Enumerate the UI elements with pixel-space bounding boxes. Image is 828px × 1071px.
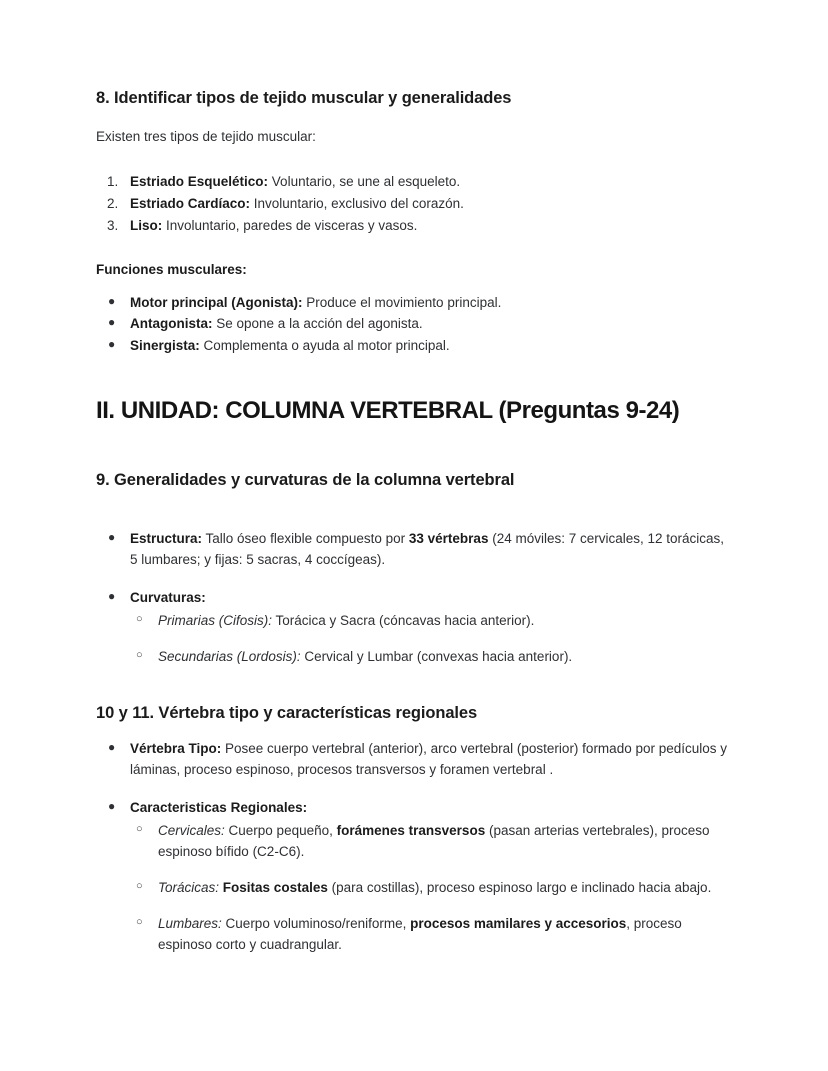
bullet-disc-icon: ● [108,294,116,309]
curvaturas-sublist [130,610,732,667]
bullet-disc-icon: ● [108,315,116,330]
list-item-text: Se opone a la acción del agonista. [212,316,423,332]
sub-item-text: Cuerpo pequeño, [224,822,337,838]
list-item-text: Involuntario, paredes de visceras y vasos. [162,218,418,234]
bullet-circle-icon: ○ [136,879,143,892]
bullet-disc-icon: ● [108,739,116,754]
list-item [96,738,732,780]
bullet-disc-icon: ● [108,336,116,351]
sub-item-emphasis: Fositas costales [222,879,328,895]
sub-item-text: Torácica y Sacra (cóncavas hacia anterior). [272,613,535,629]
list-item-text: Tallo óseo flexible compuesto por [202,531,409,546]
list-item [96,313,732,334]
sub-list-item [130,913,732,955]
sub-item-emphasis: procesos mamilares y accesorios [410,915,627,931]
list-marker: 1. [107,174,119,190]
bullet-disc-icon: ● [108,589,116,604]
list-marker: 3. [107,218,119,234]
sub-list-item [130,646,732,667]
heading-seccion-10-11: 10 y 11. Vértebra tipo y características regionales [96,704,478,723]
list-item-term: Curvaturas: [130,590,206,606]
list-item-term: Caracteristicas Regionales: [130,799,308,815]
list-item [96,587,732,667]
sub-item-text: Cervical y Lumbar (convexas hacia anterior). [300,649,573,665]
sub-item-label: Lumbares: [158,915,222,931]
list-item-term: Estriado Cardíaco: [130,196,251,212]
sub-list-item [130,610,732,631]
list-item-term: Vértebra Tipo: [130,740,222,756]
sub-item-emphasis: forámenes transversos [336,822,486,838]
list-item-term: Estructura: [130,531,203,546]
sub-list-item [130,820,732,862]
list-item-text: Complementa o ayuda al motor principal. [199,337,450,353]
list-item [96,193,732,214]
list-item [96,292,732,313]
list-item-term: Motor principal (Agonista): [130,295,303,311]
sub-item-text-cont: (para costillas), proceso espinoso largo e inclinado hacia abajo. [327,879,712,895]
sub-item-text: Cuerpo voluminoso/reniforme, [221,915,411,931]
list-item-text: Involuntario, exclusivo del corazón. [250,196,464,212]
sub-item-text-cont: (pasan arterias vertebrales), proceso espinoso bífido (C2-C6). [158,822,710,859]
sub-item-text-cont: , proceso espinoso corto y cuadrangular. [158,915,682,952]
sub-list-item [130,877,732,898]
sub-item-label: Torácicas: [158,879,220,895]
list-item-text-cont: (24 móviles: 7 cervicales, 12 torácicas, 5 lumbares; y fijas: 5 sacras, 4 coccígeas). [130,531,725,568]
bullet-disc-icon: ● [108,798,116,813]
bullet-circle-icon: ○ [136,915,143,928]
seccion-9-list [96,528,732,667]
list-item [96,171,732,192]
document-body [96,88,732,955]
list-item [96,215,732,236]
list-marker: 2. [107,196,119,212]
sub-item-label: Cervicales: [158,822,225,838]
list-item-text: Produce el movimiento principal. [302,295,502,311]
heading-seccion-9: 9. Generalidades y curvaturas de la columna vertebral [96,470,515,489]
bullet-circle-icon: ○ [136,649,143,662]
list-item-term: Estriado Esquelético: [130,174,269,190]
list-item [96,528,732,570]
list-item [96,797,732,955]
funciones-musculares-list [96,292,732,355]
heading-seccion-8: 8. Identificar tipos de tejido muscular y generalidades [96,89,512,107]
seccion-8-intro: Existen tres tipos de tejido muscular: [96,129,316,145]
funciones-musculares-label: Funciones musculares: [96,261,247,277]
unit-heading-columna-vertebral: II. UNIDAD: COLUMNA VERTEBRAL (Preguntas 9-24) [96,396,680,424]
bullet-circle-icon: ○ [136,613,143,626]
list-item [96,335,732,356]
bullet-disc-icon: ● [108,530,116,544]
list-item-emphasis: 33 vértebras [408,531,489,546]
list-item-text: Voluntario, se une al esqueleto. [268,174,461,190]
sub-item-label: Primarias (Cifosis): [158,613,273,629]
caracteristicas-regionales-sublist [130,820,732,955]
list-item-text: Posee cuerpo vertebral (anterior), arco vertebral (posterior) formado por pedículos y láminas, proceso espinoso, procesos transversos y foramen vertebral . [130,740,728,777]
list-item-term: Sinergista: [130,337,200,353]
sub-item-label: Secundarias (Lordosis): [158,649,301,665]
list-item-term: Antagonista: [130,316,213,332]
bullet-circle-icon: ○ [136,822,143,835]
seccion-10-11-list [96,738,732,955]
tipos-tejido-muscular-list [96,171,732,236]
list-item-term: Liso: [130,218,163,234]
